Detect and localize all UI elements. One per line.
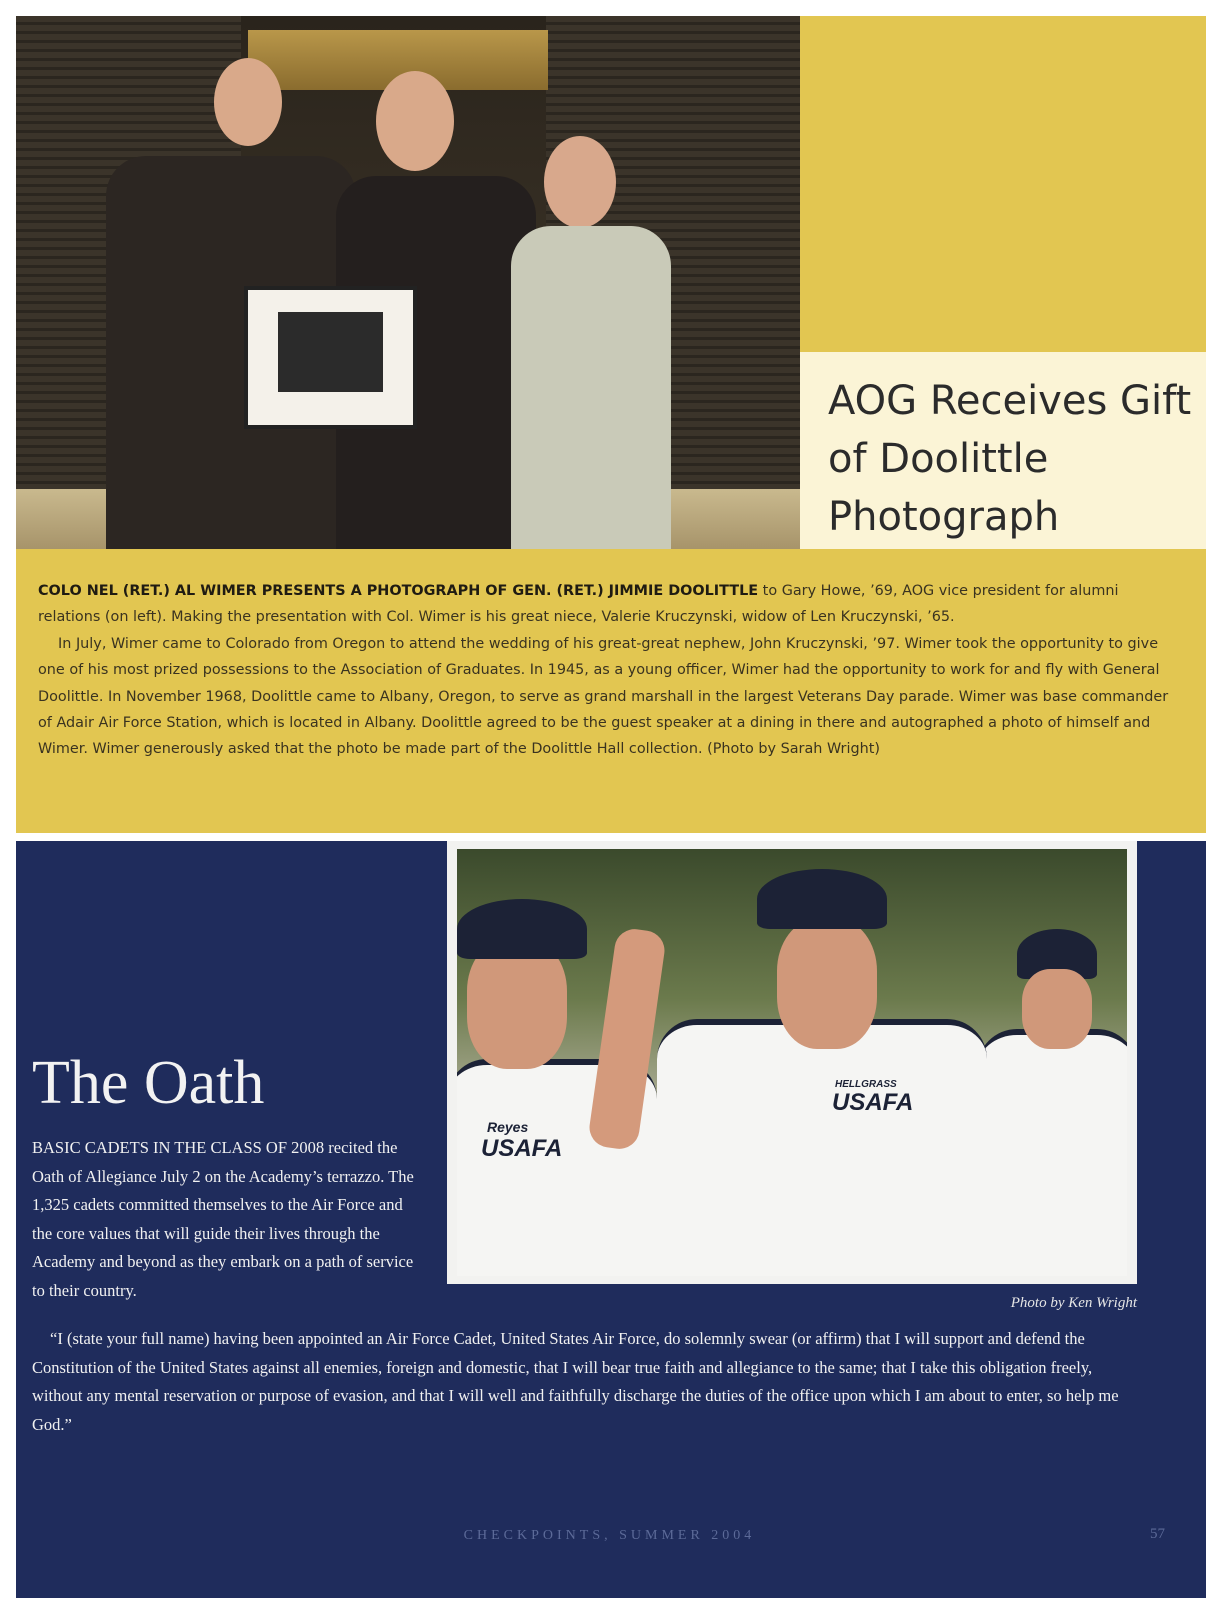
shirt-logo-left: USAFA — [481, 1135, 563, 1162]
top-story-paragraph-1 — [38, 578, 1178, 631]
top-story-title: AOG Receives Gift of Doolittle Photograph — [828, 378, 1192, 540]
page-number: 57 — [1150, 1526, 1165, 1542]
top-story-lead-rest: to Gary Howe, ’69, AOG vice president for alumni relations (on left). Making the presentation with Col. Wimer is his great niece, Valerie Kruczynski, widow of Len Kruczynski, ’65. — [38, 583, 1119, 626]
cadets-oath-photo — [457, 849, 1127, 1276]
oath-intro — [32, 1134, 417, 1306]
oath-title: The Oath — [32, 1049, 265, 1117]
top-story-text — [38, 578, 1178, 763]
oath-photo-frame — [447, 841, 1137, 1284]
oath-quote: “I (state your full name) having been appointed an Air Force Cadet, United States Air Force, do solemnly swear (or affirm) that I will support and defend the Constitution of the United States against all enemies, foreign and domestic, that I will bear true faith and allegiance to the same; that I take this obligation freely, without any mental reservation or purpose of evasion, and that I will well and faithfully discharge the duties of the office upon which I am about to enter, so help me God.” — [32, 1329, 1119, 1434]
publication-footer: CHECKPOINTS, SUMMER 2004 — [463, 1528, 756, 1543]
framed-photograph — [244, 286, 417, 429]
shirt-name-left: Reyes — [487, 1119, 529, 1135]
top-title-box — [800, 352, 1206, 549]
doolittle-presentation-photo — [16, 16, 800, 549]
oath-intro-rest: recited the Oath of Allegiance July 2 on the Academy’s terrazzo. The 1,325 cadets committed themselves to the Air Force and the core values that will guide their lives through the Academy and beyond as they embark on a path of service to their country. — [32, 1138, 414, 1300]
top-story-lead: COLO NEL (RET.) AL WIMER PRESENTS A PHOTOGRAPH OF GEN. (RET.) JIMMIE DOOLITTLE — [38, 583, 759, 599]
photo-credit: Photo by Ken Wright — [1010, 1295, 1137, 1311]
shirt-logo-center: USAFA — [832, 1089, 914, 1116]
shirt-name-center: HELLGRASS — [835, 1079, 897, 1090]
oath-intro-lead: BASIC CADETS IN THE CLASS OF 2008 — [32, 1138, 325, 1157]
top-story-paragraph-2: In July, Wimer came to Colorado from Oregon to attend the wedding of his great-great nephew, John Kruczynski, ’97. Wimer took the opportunity to give one of his most prized possessions to the Association of Graduates. In 1945, as a young officer, Wimer had the opportunity to work for and fly with General Doolittle. In November 1968, Doolittle came to Albany, Oregon, to serve as grand marshall in the largest Veterans Day parade. Wimer was base commander of Adair Air Force Station, which is located in Albany. Doolittle agreed to be the guest speaker at a dining in there and autographed a photo of himself and Wimer. Wimer generously asked that the photo be made part of the Doolittle Hall collection. (Photo by Sarah Wright) — [38, 635, 1169, 758]
